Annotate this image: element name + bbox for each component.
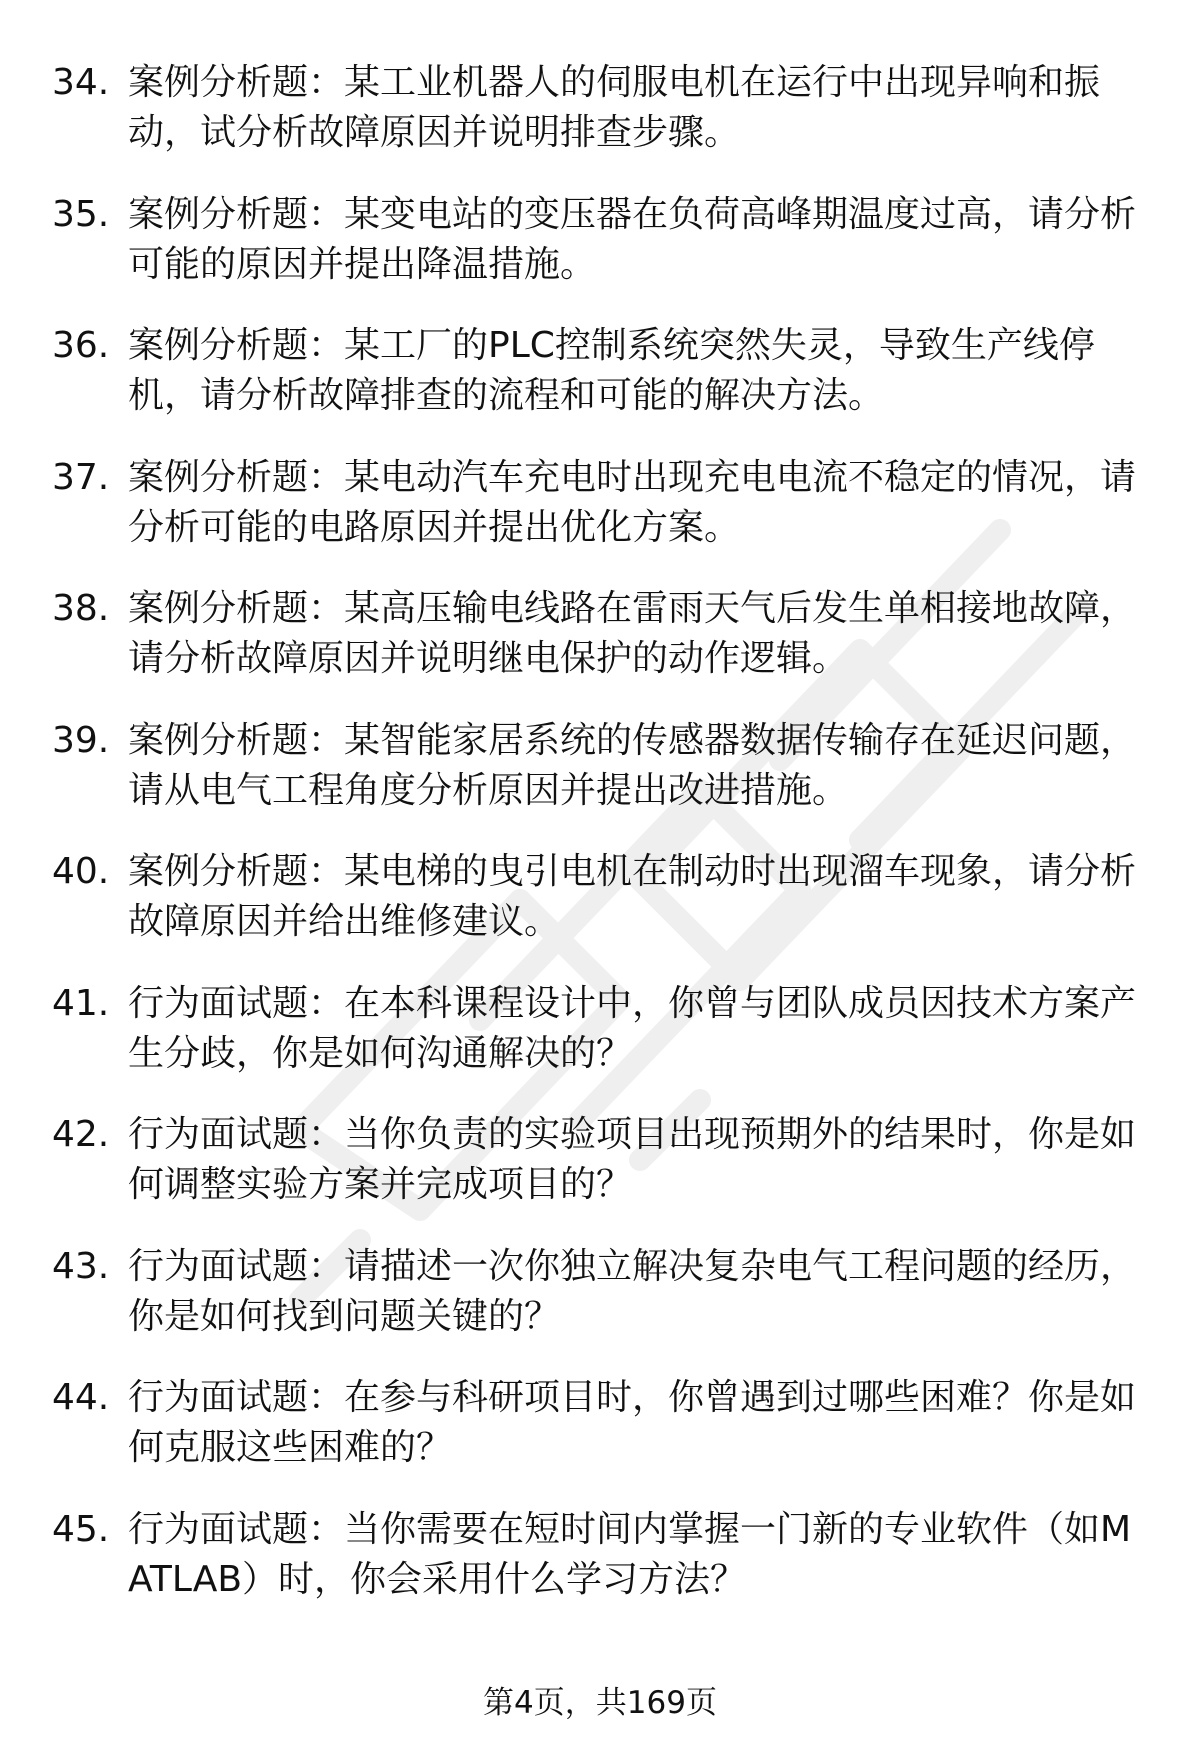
question-text: 行为面试题：在本科课程设计中，你曾与团队成员因技术方案产生分歧，你是如何沟通解决的？ — [128, 982, 1137, 1074]
question-item — [52, 1110, 1152, 1242]
question-text: 行为面试题：请描述一次你独立解决复杂电气工程问题的经历，你是如何找到问题关键的？ — [128, 1245, 1137, 1337]
question-number: 41. — [52, 982, 110, 1024]
question-item — [52, 847, 1152, 979]
question-number: 40. — [52, 851, 110, 892]
question-text: 案例分析题：某电梯的曳引电机在制动时出现溜车现象，请分析故障原因并给出维修建议。 — [128, 851, 1137, 942]
question-item — [52, 584, 1152, 716]
question-list — [52, 58, 1152, 1636]
question-text: 案例分析题：某智能家居系统的传感器数据传输存在延迟问题，请从电气工程角度分析原因并提出改进措施。 — [128, 719, 1137, 811]
question-item — [52, 1242, 1152, 1374]
question-item — [52, 321, 1152, 453]
question-number: 34. — [52, 62, 110, 103]
question-number: 42. — [52, 1114, 110, 1155]
question-text: 行为面试题：当你负责的实验项目出现预期外的结果时，你是如何调整实验方案并完成项目的？ — [128, 1114, 1137, 1205]
question-text: 案例分析题：某工厂的PLC控制系统突然失灵，导致生产线停机，请分析故障排查的流程和可能的解决方法。 — [128, 325, 1095, 416]
question-number: 36. — [52, 325, 110, 366]
question-item — [52, 58, 1152, 190]
question-item — [52, 716, 1152, 848]
question-text: 行为面试题：在参与科研项目时，你曾遇到过哪些困难？你是如何克服这些困难的？ — [128, 1377, 1137, 1468]
question-text: 案例分析题：某电动汽车充电时出现充电电流不稳定的情况，请分析可能的电路原因并提出优化方案。 — [128, 456, 1137, 548]
question-number: 45. — [52, 1508, 110, 1550]
question-item — [52, 979, 1152, 1111]
question-text: 案例分析题：某高压输电线路在雷雨天气后发生单相接地故障，请分析故障原因并说明继电保护的动作逻辑。 — [128, 588, 1137, 679]
question-number: 38. — [52, 588, 110, 629]
question-number: 37. — [52, 456, 110, 498]
question-number: 39. — [52, 719, 110, 761]
question-number: 43. — [52, 1245, 110, 1287]
question-text: 案例分析题：某工业机器人的伺服电机在运行中出现异响和振动，试分析故障原因并说明排查步骤。 — [128, 62, 1101, 153]
question-text: 案例分析题：某变电站的变压器在负荷高峰期温度过高，请分析可能的原因并提出降温措施。 — [128, 193, 1137, 285]
question-number: 44. — [52, 1377, 110, 1418]
question-item — [52, 190, 1152, 322]
page-number: 第4页，共169页 — [483, 1685, 717, 1721]
question-item — [52, 1505, 1152, 1637]
question-item — [52, 1373, 1152, 1505]
question-text: 行为面试题：当你需要在短时间内掌握一门新的专业软件（如MATLAB）时，你会采用什么学习方法？ — [128, 1508, 1132, 1600]
question-item — [52, 453, 1152, 585]
question-number: 35. — [52, 193, 110, 235]
